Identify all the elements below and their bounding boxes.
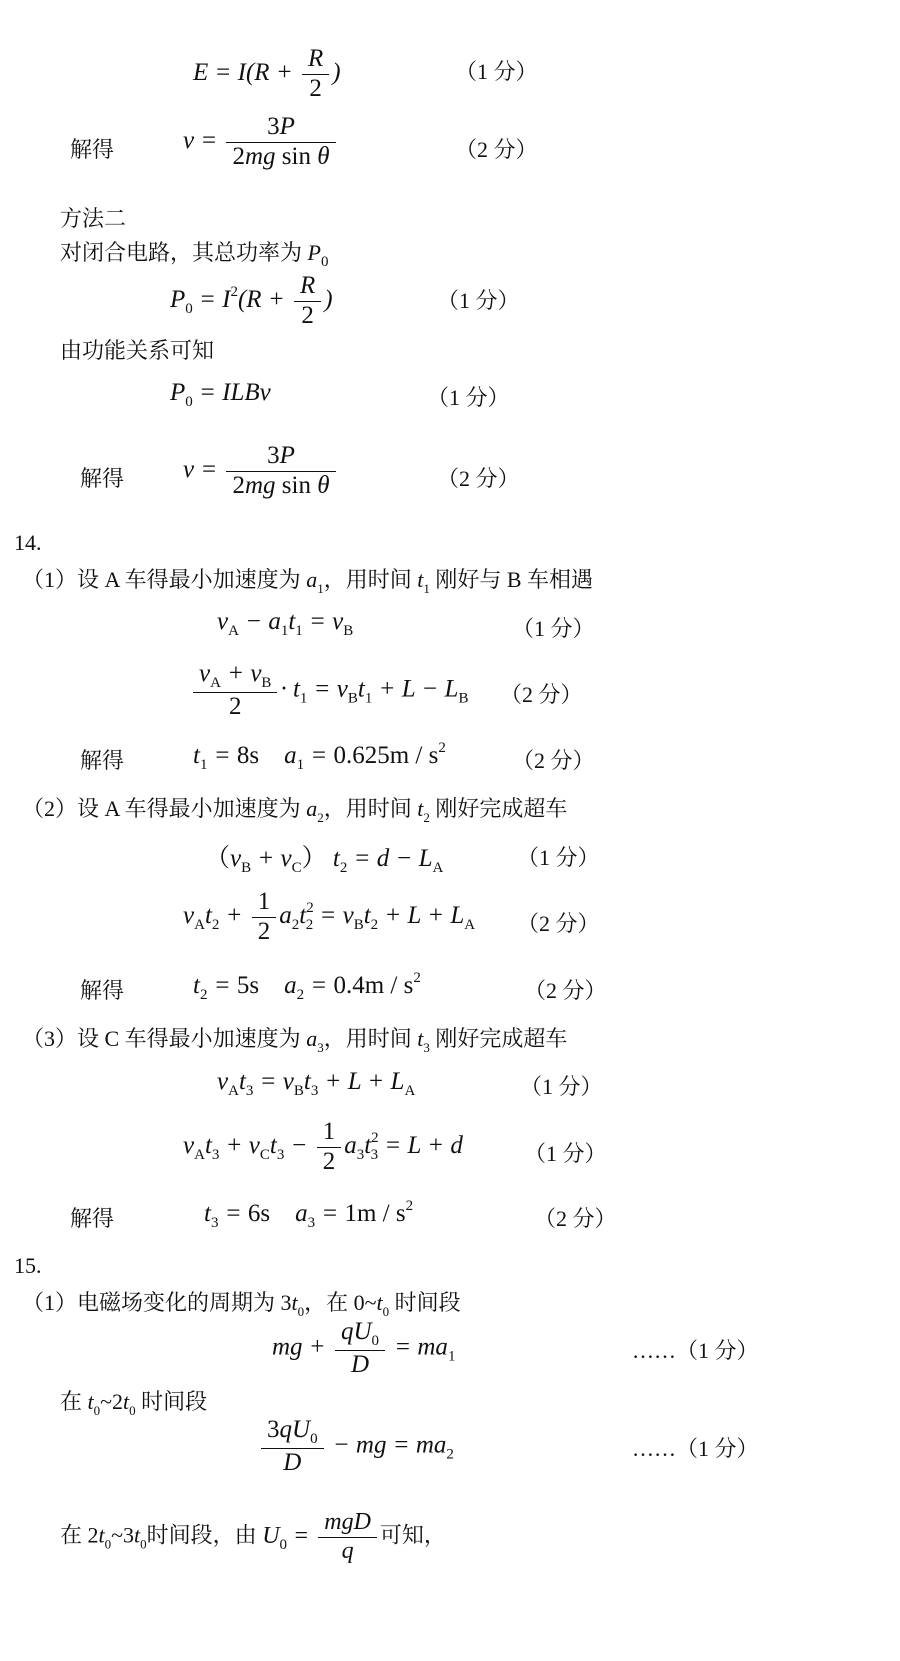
solve-label-2: 解得 bbox=[80, 466, 125, 491]
equation-velocity-2: v = $\frac{3P}{\text{2mg sin θ}}$ bbox=[183, 442, 339, 501]
score-14-1: （1 分） bbox=[512, 616, 595, 641]
equation-14-1: $v_A - a_1t_1 = v_B$ bbox=[217, 608, 354, 639]
score-1: （1 分） bbox=[455, 59, 538, 84]
equation-14-9: $t_3 = 6s$ $a_3 = 1m / s^2$ bbox=[204, 1198, 414, 1231]
equation-14-7: $v_At_3 = v_Bt_3 + L + L_A$ bbox=[217, 1068, 416, 1099]
score-14-7: （1 分） bbox=[520, 1074, 603, 1099]
closed-circuit-text: 对闭合电路，其总功率为 $P_0$ bbox=[60, 240, 329, 270]
solve-label-14-1: 解得 bbox=[80, 748, 125, 773]
solve-label: 解得 bbox=[70, 137, 115, 162]
equation-14-6: $t_2 = 5s$ $a_2 = 0.4m / s^2$ bbox=[193, 970, 421, 1003]
q14-part1-text: （1）设 A 车得最小加速度为 $a_1$，用时间 $t_1$ 刚好与 B 车相遇 bbox=[22, 567, 594, 596]
score-15-1: ……（1 分） bbox=[632, 1338, 759, 1363]
score-14-3: （2 分） bbox=[512, 748, 595, 773]
method-two-heading: 方法二 bbox=[60, 206, 127, 231]
equation-15-2: $\frac{3qU_0}{D}$ − mg = $ma_2$ bbox=[258, 1416, 454, 1478]
score-3: （1 分） bbox=[437, 288, 520, 313]
equation-emf: E = I(R + $\frac{R}{2}$ ) bbox=[193, 45, 341, 102]
equation-power-ilbv: $P_0$ = ILBv bbox=[170, 379, 271, 410]
equation-14-5: $v_At_2$ + $\frac{1}{2}$ $a_2t^2_2 = v_Bt_2 + L + L_A$ bbox=[183, 888, 476, 945]
score-5: （2 分） bbox=[437, 466, 520, 491]
equation-velocity-1: v = $\frac{3P}{\text{2mg sin θ}}$ bbox=[183, 113, 339, 172]
question-14-number: 14. bbox=[14, 530, 42, 555]
equation-14-8: $v_At_3 + v_Ct_3$ − $\frac{1}{2}$ $a_3t^2_3 = L + d$ bbox=[183, 1118, 463, 1175]
q14-part2-text: （2）设 A 车得最小加速度为 $a_2$，用时间 $t_2$ 刚好完成超车 bbox=[22, 796, 568, 825]
q15-interval-2-text: 在 $t_0\sim 2t_0$ 时间段 bbox=[60, 1389, 208, 1418]
score-14-6: （2 分） bbox=[524, 978, 607, 1003]
question-15-number: 15. bbox=[14, 1253, 42, 1278]
solve-label-14-2: 解得 bbox=[80, 978, 125, 1003]
q15-part1-text: （1）电磁场变化的周期为 $3t_0$，在 $0\sim t_0$ 时间段 bbox=[22, 1290, 461, 1319]
score-14-4: （1 分） bbox=[517, 845, 600, 870]
q15-interval-3-text: 在 $2t_0\sim 3t_0$时间段，由 $U_0$ = $\frac{\text{mgD}}{q}$ 可知， bbox=[60, 1509, 446, 1564]
equation-14-4: $(v_B + v_C) t_2 = d - L_A$ bbox=[205, 845, 444, 876]
score-14-2: （2 分） bbox=[500, 682, 583, 707]
score-2: （2 分） bbox=[455, 137, 538, 162]
score-4: （1 分） bbox=[427, 385, 510, 410]
q14-part3-text: （3）设 C 车得最小加速度为 $a_3$，用时间 $t_3$ 刚好完成超车 bbox=[22, 1026, 568, 1055]
solve-label-14-3: 解得 bbox=[70, 1206, 115, 1231]
score-14-9: （2 分） bbox=[534, 1206, 617, 1231]
equation-15-1: mg + $\frac{qU_0}{D}$ = $ma_1$ bbox=[272, 1318, 456, 1379]
score-15-2: ……（1 分） bbox=[632, 1436, 759, 1461]
energy-relation-text: 由功能关系可知 bbox=[60, 338, 215, 363]
score-14-8: （1 分） bbox=[524, 1141, 607, 1166]
score-14-5: （2 分） bbox=[517, 911, 600, 936]
equation-14-2: $\frac{v_A + v_B}{2}$ · $t_1 = v_Bt_1 + L - L_B$ bbox=[190, 660, 468, 722]
equation-14-3: $t_1 = 8s$ $a_1 = 0.625m / s^2$ bbox=[193, 740, 446, 773]
equation-total-power: $P_0 = I^2(R$ + $\frac{R}{2}$ ) bbox=[170, 272, 333, 329]
